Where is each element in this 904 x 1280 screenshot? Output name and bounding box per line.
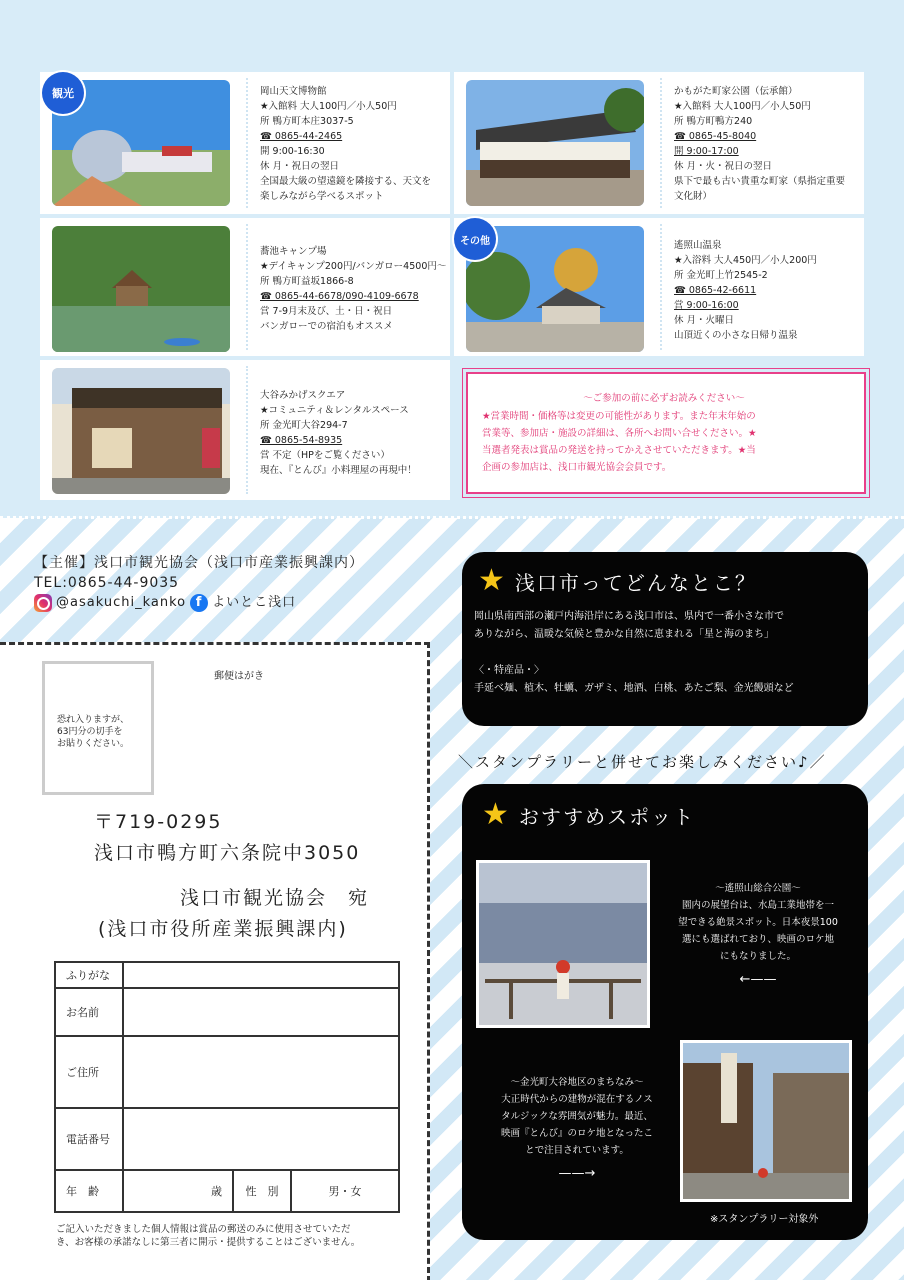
spot-info: [260, 388, 442, 478]
recommend-title: [482, 797, 696, 832]
arrow-right-icon: ——→: [558, 1166, 596, 1181]
stamp-rally-slogan: ＼スタンプラリーと併せてお楽しみください♪／: [458, 753, 827, 771]
spot-name: 蕎池キャンプ場: [260, 246, 327, 257]
stamp-note: お貼りください。: [57, 739, 130, 749]
spot-info: [674, 84, 856, 204]
spot-fee: ★入館料 大人100円／小人50円: [674, 101, 811, 112]
spot-desc: 望できる絶景スポット。日本夜景100: [678, 917, 838, 928]
spot-address: 所 金光町大谷294-7: [260, 420, 348, 431]
instagram-icon: [34, 594, 52, 612]
furigana-label: ふりがな: [55, 962, 123, 988]
spot-hours: 開 9:00-17:00: [674, 146, 739, 157]
spot-name: 大谷みかげスクエア: [260, 390, 346, 401]
spot-info: [260, 244, 447, 334]
spot-fee: ★デイキャンプ200円/バンガロー4500円～: [260, 261, 447, 272]
address-field[interactable]: [123, 1036, 399, 1108]
phone-label: 電話番号: [55, 1108, 123, 1170]
square-photo: [52, 368, 230, 494]
spot-hours: 開 9:00-16:30: [260, 146, 325, 157]
spot-desc: 文化財）: [674, 191, 713, 202]
privacy-line: き、お客様の承諾なしに第三者に開示・提供することはございません。: [56, 1237, 361, 1248]
about-asakuchi-box: [462, 552, 868, 726]
organizer-info: [34, 553, 364, 613]
category-badge-sightseeing: 観光: [42, 72, 84, 114]
participation-notice: [466, 372, 866, 494]
spot-address: 所 鴨方町鴨方240: [674, 116, 753, 127]
card-separator: [246, 366, 248, 494]
sex-label: 性 別: [233, 1170, 291, 1212]
spot-phone: ☎ 0865-45-8040: [674, 131, 757, 142]
yoshozan-park-desc: [658, 880, 858, 988]
spot-desc: 楽しみながら学べるスポット: [260, 191, 384, 202]
spot-desc: タルジックな雰囲気が魅力。最近、: [501, 1111, 653, 1122]
instagram-handle[interactable]: @asakuchi_kanko: [56, 595, 187, 610]
recommended-spots-box: [462, 784, 868, 1240]
spot-phone: ☎ 0865-44-6678/090-4109-6678: [260, 291, 419, 302]
social-links: [34, 593, 364, 613]
spot-card-camp: [40, 218, 450, 356]
spot-card-square: [40, 360, 450, 500]
entry-form: [54, 961, 400, 1213]
arrow-left-icon: ←——: [739, 972, 777, 987]
about-title: [478, 563, 757, 598]
spot-desc: 選にも選ばれており、映画のロケ地: [681, 934, 834, 945]
spot-desc: にもなりました。: [719, 951, 796, 962]
spot-name: 遙照山温泉: [674, 240, 722, 251]
spot-desc: 大正時代からの建物が混在するノス: [501, 1094, 653, 1105]
star-icon: ★: [478, 563, 507, 598]
card-separator: [246, 224, 248, 350]
organizer-host: 【主催】浅口市観光協会（浅口市産業振興課内）: [34, 555, 364, 571]
spot-desc: とで注目されています。: [525, 1145, 629, 1156]
about-text: [474, 608, 860, 698]
facebook-icon: f: [190, 594, 208, 612]
postal-code: 〒719-0295: [94, 811, 223, 833]
recipient-dept: (浅口市役所産業振興課内): [98, 918, 348, 940]
spot-desc: 全国最大級の望遠鏡を隣接する、天文を: [260, 176, 432, 187]
spot-card-observatory: [40, 72, 450, 214]
name-label: お名前: [55, 988, 123, 1036]
yoshozan-park-photo: [476, 860, 650, 1028]
spot-desc: バンガローでの宿泊もオススメ: [260, 321, 393, 332]
category-badge-other: その他: [454, 218, 496, 260]
spot-address: 所 鴨方町益坂1866-8: [260, 276, 354, 287]
spot-name: かもがた町家公園（伝承館）: [674, 86, 798, 97]
spot-address: 所 金光町上竹2545-2: [674, 270, 768, 281]
organizer-tel[interactable]: TEL:0865-44-9035: [34, 575, 180, 591]
furigana-field[interactable]: [123, 962, 399, 988]
spot-fee: ★コミュニティ＆レンタルスペース: [260, 405, 409, 416]
name-field[interactable]: [123, 988, 399, 1036]
spot-fee: ★入館料 大人100円／小人50円: [260, 101, 397, 112]
spot-desc: 園内の展望台は、水島工業地帯を一: [681, 900, 834, 911]
about-line: 岡山県南西部の瀬戸内海沿岸にある浅口市は、県内で一番小さな市で: [474, 611, 784, 622]
spot-fee: ★入浴料 大人450円／小人200円: [674, 255, 817, 266]
age-label: 年 齢: [55, 1170, 123, 1212]
address-label: ご住所: [55, 1036, 123, 1108]
stamp-note: 63円分の切手を: [57, 727, 123, 737]
spot-title: ～金光町大谷地区のまちなみ～: [510, 1077, 644, 1088]
spot-name: 岡山天文博物館: [260, 86, 327, 97]
notice-line: 当選者発表は賞品の発送を持ってかえさせていただきます。★当: [482, 445, 756, 456]
notice-line: ★営業時間・価格等は変更の可能性があります。また年末年始の: [482, 411, 756, 422]
phone-field[interactable]: [123, 1108, 399, 1170]
card-separator: [246, 78, 248, 208]
spot-phone: ☎ 0865-54-8935: [260, 435, 343, 446]
spot-desc: 映画『とんび』のロケ地となったこ: [500, 1128, 653, 1139]
spot-hours: 営 7-9月末及び、土・日・祝日: [260, 306, 393, 317]
star-icon: ★: [482, 797, 511, 832]
spot-desc: 県下で最も古い貴重な町家（県指定重要: [674, 176, 846, 187]
konko-town-desc: [472, 1074, 682, 1182]
spot-closed: 休 月・祝日の翌日: [260, 161, 340, 172]
privacy-note: [56, 1223, 416, 1249]
spot-info: [674, 238, 856, 343]
spot-info: [260, 84, 442, 204]
stamp-box: [42, 661, 154, 795]
stamp-rally-exclusion-note: ※スタンプラリー対象外: [710, 1214, 819, 1225]
age-field[interactable]: 歳: [123, 1170, 233, 1212]
spot-card-machiya: [454, 72, 864, 214]
spot-card-onsen: [454, 218, 864, 356]
postcard-label: 郵便はがき: [214, 671, 264, 682]
specialties-list: 手延べ麺、植木、牡蠣、ガザミ、地酒、白桃、あたご梨、金光饅頭など: [474, 683, 794, 694]
stamp-note: 恐れ入りますが、: [57, 715, 130, 725]
privacy-line: ご記入いただきました個人情報は賞品の郵送のみに使用させていただ: [56, 1224, 351, 1235]
recommend-title-text: おすすめスポット: [518, 804, 696, 829]
spot-phone: ☎ 0865-42-6611: [674, 285, 757, 296]
card-separator: [660, 78, 662, 208]
spot-hours: 営 不定（HPをご覧ください）: [260, 450, 390, 461]
camp-photo: [52, 226, 230, 352]
notice-line: 企画の参加店は、浅口市観光協会会員です。: [482, 462, 672, 473]
reply-postcard: [0, 642, 430, 1280]
spot-closed: 休 月・火曜日: [674, 315, 735, 326]
about-title-text: 浅口市ってどんなとこ？: [514, 570, 757, 595]
spot-phone: ☎ 0865-44-2465: [260, 131, 343, 142]
card-separator: [660, 224, 662, 350]
sex-field[interactable]: 男・女: [291, 1170, 399, 1212]
specialties-title: 〈・特産品・〉: [474, 665, 544, 676]
about-line: ありながら、温暖な気候と豊かな自然に恵まれる「星と海のまち」: [474, 629, 774, 640]
spot-desc: 現在、『とんび』小料理屋の再現中！: [260, 465, 417, 476]
facebook-page[interactable]: よいとこ浅口: [212, 595, 297, 610]
notice-line: 営業等、参加店・施設の詳細は、各所へお問い合せください。★: [482, 428, 757, 439]
spot-title: ～遙照山総合公園～: [715, 883, 801, 894]
machiya-photo: [466, 80, 644, 206]
spot-closed: 休 月・火・祝日の翌日: [674, 161, 773, 172]
section-divider: [0, 516, 904, 519]
recipient-name: 浅口市観光協会 宛: [180, 887, 370, 909]
spot-address: 所 鴨方町本庄3037-5: [260, 116, 354, 127]
konko-town-photo: [680, 1040, 852, 1202]
notice-title: ～ご参加の前に必ずお読みください～: [583, 393, 745, 404]
recipient-address: 浅口市鴨方町六条院中3050: [94, 842, 361, 864]
spot-hours: 営 9:00-16:00: [674, 300, 739, 311]
spot-desc: 山頂近くの小さな日帰り温泉: [674, 330, 798, 341]
